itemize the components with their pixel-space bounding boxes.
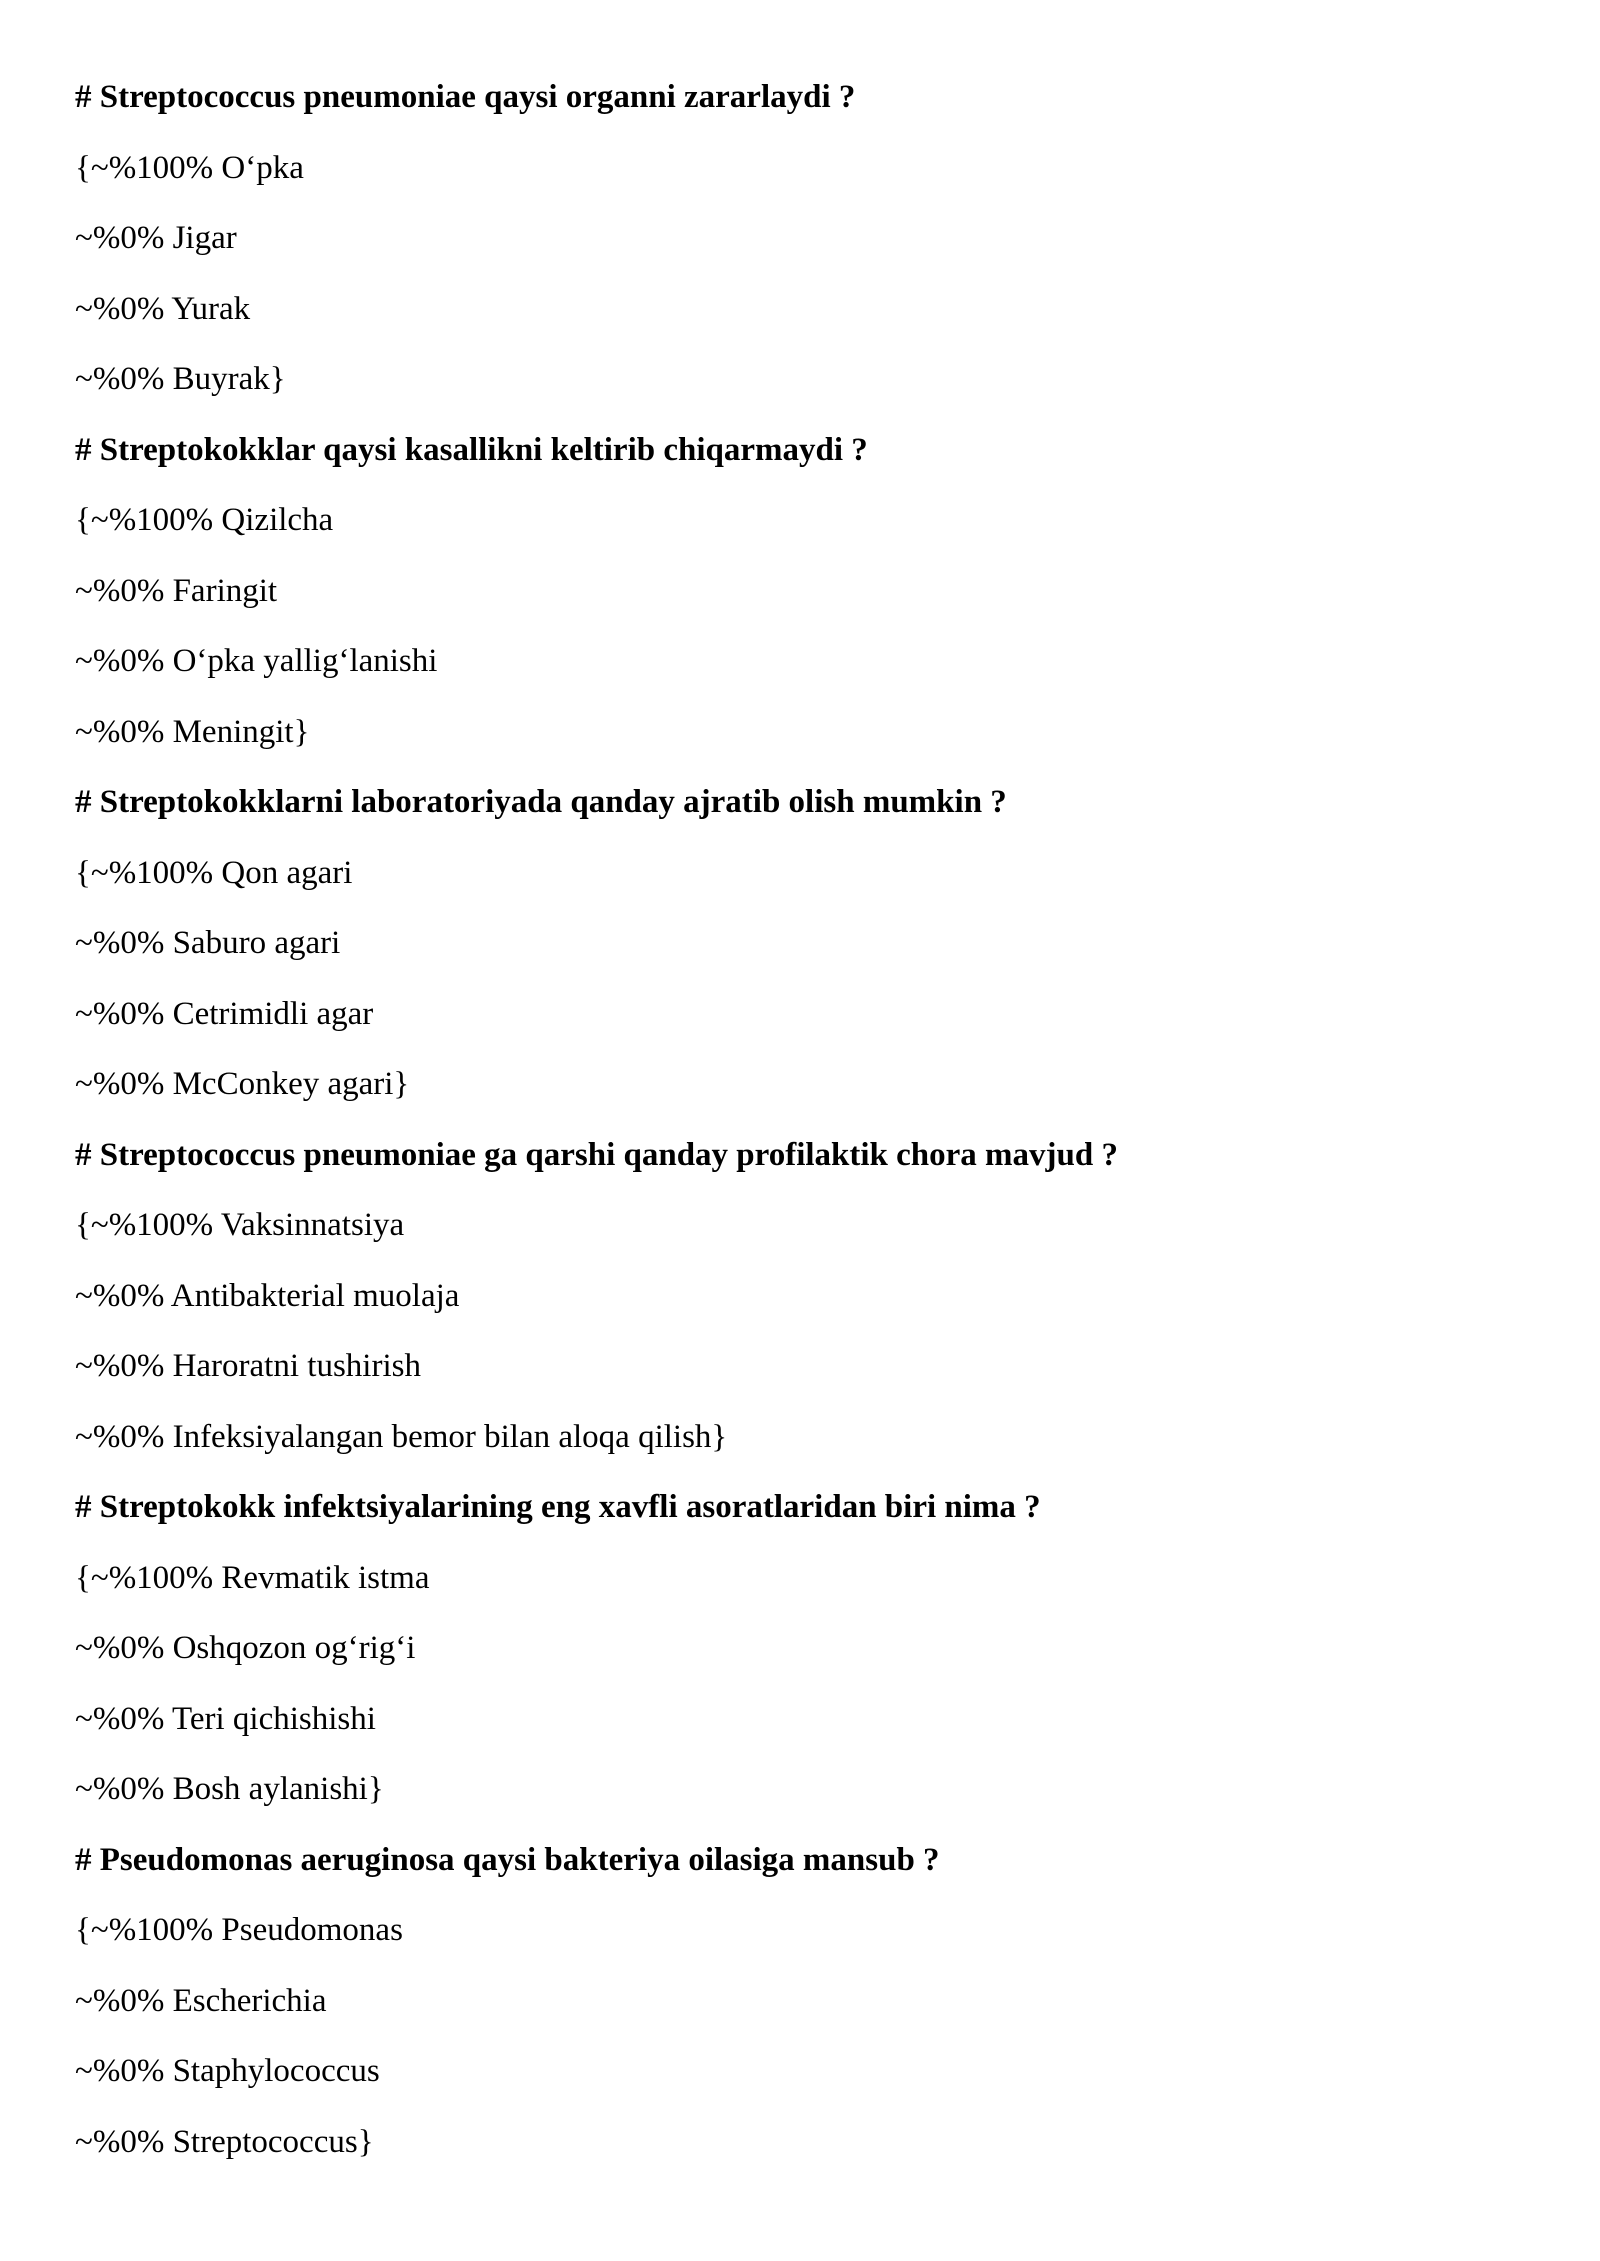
answer-option: ~%0% Bosh aylanishi} <box>75 1771 384 1807</box>
answer-option: ~%0% Staphylococcus <box>75 2053 380 2089</box>
answer-option: ~%0% Escherichia <box>75 1982 327 2019</box>
question-text: # Pseudomonas aeruginosa qaysi bakteriya oilasiga mansub ? <box>75 1841 940 1878</box>
answer-option: ~%0% Teri qichishishi <box>75 1700 376 1737</box>
answer-option: ~%0% Infeksiyalangan bemor bilan aloqa qilish} <box>75 1418 728 1455</box>
question-block-6 <box>75 1825 1525 2178</box>
question-text: # Streptokokklarni laboratoriyada qanday ajratib olish mumkin ? <box>75 784 1007 820</box>
question-block-5 <box>75 1472 1525 1825</box>
answer-option: ~%0% Meningit} <box>75 713 310 750</box>
question-text: # Streptococcus pneumoniae qaysi organni zararlaydi ? <box>75 79 856 115</box>
answer-option: ~%0% Buyrak} <box>75 361 286 397</box>
answer-option: {~%100% Revmatik istma <box>75 1559 430 1596</box>
answer-option: ~%0% Haroratni tushirish <box>75 1348 421 1384</box>
question-text: # Streptococcus pneumoniae ga qarshi qanday profilaktik chora mavjud ? <box>75 1136 1118 1173</box>
question-block-3 <box>75 767 1525 1120</box>
answer-option: ~%0% Saburo agari <box>75 925 341 961</box>
answer-option: ~%0% Jigar <box>75 220 237 256</box>
question-text: # Streptokokklar qaysi kasallikni keltirib chiqarmaydi ? <box>75 431 868 468</box>
answer-option: {~%100% Qizilcha <box>75 502 334 538</box>
question-block-1 <box>75 62 1525 415</box>
question-block-2 <box>75 415 1525 768</box>
answer-option: ~%0% McConkey agari} <box>75 1066 410 1102</box>
answer-option: ~%0% Streptococcus} <box>75 2123 374 2160</box>
answer-option: ~%0% Cetrimidli agar <box>75 995 374 1032</box>
question-text: # Streptokokk infektsiyalarining eng xavfli asoratlaridan biri nima ? <box>75 1489 1041 1525</box>
answer-option: ~%0% Faringit <box>75 572 278 609</box>
answer-option: ~%0% Yurak <box>75 290 251 327</box>
answer-option: {~%100% Qon agari <box>75 854 353 891</box>
question-block-4 <box>75 1120 1525 1473</box>
answer-option: {~%100% O‘pka <box>75 149 304 186</box>
quiz-document <box>75 62 1525 2177</box>
answer-option: ~%0% O‘pka yallig‘lanishi <box>75 643 438 679</box>
answer-option: {~%100% Vaksinnatsiya <box>75 1207 405 1243</box>
answer-option: {~%100% Pseudomonas <box>75 1912 403 1948</box>
answer-option: ~%0% Oshqozon og‘rig‘i <box>75 1630 416 1666</box>
answer-option: ~%0% Antibakterial muolaja <box>75 1277 460 1314</box>
